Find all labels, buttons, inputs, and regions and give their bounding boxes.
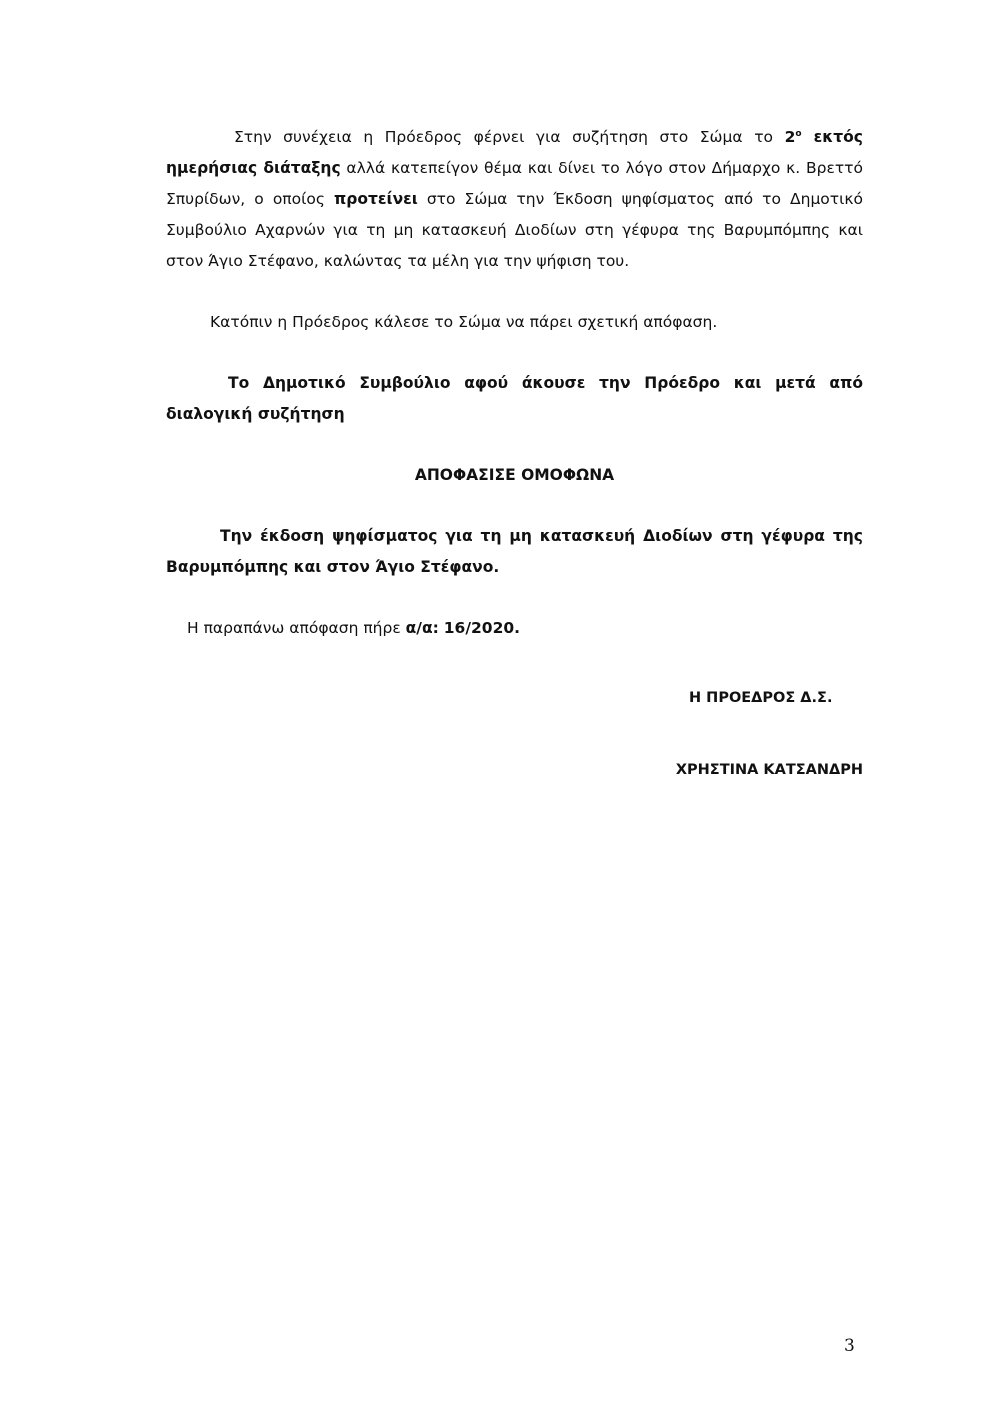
decision-text: Την έκδοση ψηφίσματος για τη μη κατασκευή Διοδίων στη γέφυρα της Βαρυμπόμπης και στον Άγιο Στέφανο. — [166, 527, 863, 576]
intro-text-1: Στην συνέχεια η Πρόεδρος φέρνει για συζήτηση στο Σώμα το — [234, 128, 785, 146]
item-number: $2^o$ εκτός ημερήσιας διάταξης — [166, 128, 863, 177]
signature-name: ΧΡΗΣΤΙΝΑ ΚΑΤΣΑΝΔΡΗ — [675, 762, 863, 778]
paragraph-intro — [166, 122, 863, 277]
signature-title: Η ΠΡΟΕΔΡΟΣ Δ.Σ. — [689, 690, 833, 706]
paragraph-call-decision: Κατόπιν η Πρόεδρος κάλεσε το Σώμα να πάρει σχετική απόφαση. — [210, 313, 718, 331]
intro-text-3: στο Σώμα την Έκδοση ψηφίσματος από το Δημοτικό Συμβούλιο Αχαρνών για τη μη κατασκευή Διοδίων στη γέφυρα της Βαρυμπόμπης και στον Άγιο Στέφανο, καλώντας τα μέλη για την ψήφιση του. — [166, 190, 863, 270]
decision-number-label: α/α: — [405, 619, 439, 637]
paragraph-council-heard: Το Δημοτικό Συμβούλιο αφού άκουσε την Πρόεδρο και μετά από διαλογική συζήτηση — [166, 374, 863, 423]
intro-text-2: αλλά κατεπείγον θέμα και δίνει το λόγο στον Δήμαρχο κ. Βρεττό Σπυρίδων, ο οποίος — [166, 159, 863, 208]
proposes-text: προτείνει — [334, 190, 418, 208]
item-out-of-agenda: εκτός ημερήσιας διάταξης — [166, 128, 863, 177]
decision-number-value: 16/2020. — [443, 619, 521, 637]
decision-heading: ΑΠΟΦΑΣΙΣΕ ΟΜΟΦΩΝΑ — [414, 466, 615, 484]
item-number-sup: ο — [795, 128, 802, 139]
page-number: 3 — [844, 1336, 855, 1356]
decision-number-line — [187, 613, 863, 644]
decision-number-prefix: Η παραπάνω απόφαση πήρε — [187, 619, 406, 637]
